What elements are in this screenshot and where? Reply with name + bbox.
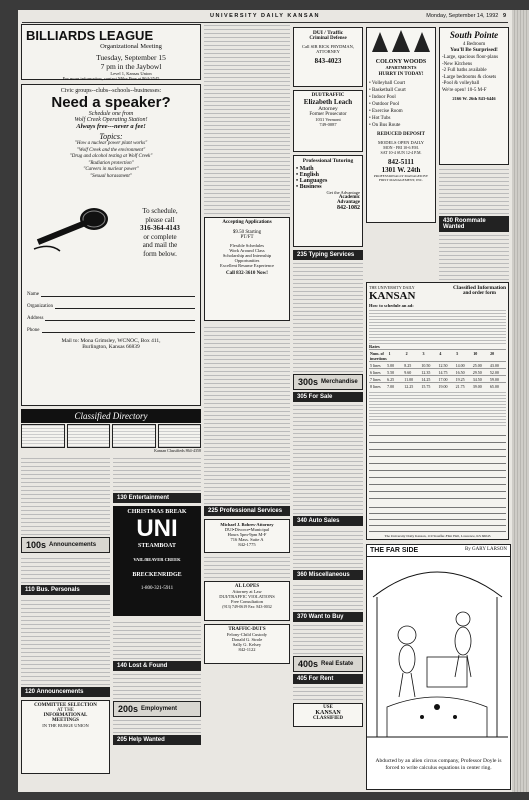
south-pointe-ad: South Pointe 4 Bedroom You'll Be Surprised! -Large, spacious floor-plans -New Kitchens -2 Full baths available -Large bedrooms & closets -Pool & volleyball We're open! 10-5 M-F 2166 W. 26th 843-6446 bbox=[439, 27, 509, 165]
dui-frydman-ad: DUI / Traffic Criminal Defense Call SIR RICK FRYDMAN, ATTORNEY 843-4023 bbox=[293, 27, 363, 87]
speaker-ad bbox=[21, 84, 201, 406]
topic-item: "Wolf Creek and the environment" bbox=[76, 147, 146, 153]
topics-list bbox=[27, 141, 195, 180]
rates-cell: 12.50 bbox=[438, 362, 448, 368]
amenity-item: • Volleyball Court bbox=[369, 81, 406, 86]
rates-row bbox=[369, 375, 506, 382]
section-235: 235 Typing Services bbox=[293, 250, 363, 260]
section-100s: 100s Announcements bbox=[21, 537, 110, 553]
amenity-item: • On Bus Route bbox=[369, 123, 401, 128]
rates-cell: 25.00 bbox=[472, 362, 482, 368]
colony-woods-ad: COLONY WOODS APARTMENTS HURRY IN TODAY! • Volleyball Court • Basketball Court • Indoor Pool • Outdoor Pool • Exercise Room • Hot Tubs • On Bus Route REDUCED DEPOSIT MODELS OPEN DAILY MON - FRI 10-6 P.M. SAT 10-4 SUN 12-4 P.M. 842-5111 1301 W. 24th PROFESSIONALLY MANAGED BY FIRST MANAGEMENT, INC. bbox=[366, 27, 436, 223]
rates-header-cell: 5 bbox=[456, 350, 459, 356]
cartoon-illustration bbox=[367, 557, 508, 753]
paper-name: UNIVERSITY DAILY KANSAN bbox=[210, 13, 320, 19]
left-bottom-col-b bbox=[113, 455, 201, 777]
billiards-contact: For more information, contact Mike Fine at 864-3545 bbox=[62, 76, 160, 81]
speaker-sub1: Schedule one from bbox=[88, 111, 134, 117]
rates-cell: 43.00 bbox=[489, 362, 499, 368]
section-225: 225 Professional Services bbox=[204, 506, 290, 516]
form-fields bbox=[27, 291, 195, 333]
rates-table bbox=[369, 349, 506, 389]
section-405: 405 For Rent bbox=[293, 674, 363, 684]
rates-cell: 17.00 bbox=[438, 376, 448, 382]
rates-cell: 12.25 bbox=[404, 383, 414, 389]
cartoon-author: By GARY LARSON bbox=[464, 547, 507, 552]
rates-header-cell: 3 bbox=[422, 350, 425, 356]
speaker-cta bbox=[126, 207, 194, 258]
column-left bbox=[21, 24, 201, 788]
rates-header-cell: 20 bbox=[490, 350, 495, 356]
tutoring-ad: Professional Tutoring • Math • English • Languages • Business Get the Advantage Academic Advantage 842-1082 bbox=[293, 155, 363, 247]
section-110: 110 Bus. Personals bbox=[21, 585, 110, 595]
form-field[interactable] bbox=[27, 303, 195, 309]
cta-line-5: form below. bbox=[143, 249, 177, 258]
left-bottom-columns bbox=[21, 455, 201, 777]
rates-cell: 16.50 bbox=[455, 369, 465, 375]
traffic-dui-ad: TRAFFIC-DUI'S Felony-Child Custody Donald G. Strole Sally G. Kelsey 842-1122 bbox=[204, 624, 290, 664]
speaker-phone: 316-364-4143 bbox=[140, 224, 180, 232]
rates-cell: 39.00 bbox=[472, 383, 482, 389]
udk-logo: KANSAN bbox=[369, 290, 416, 302]
rates-cell: 15.75 bbox=[421, 383, 431, 389]
billiards-time: 7 pm in the Jaybowl bbox=[100, 62, 162, 71]
rates-cell: 7.00 bbox=[387, 383, 395, 389]
speaker-headline: Need a speaker? bbox=[51, 94, 171, 111]
tutoring-subject: • Math bbox=[296, 166, 314, 172]
rates-header-cell: 2 bbox=[405, 350, 408, 356]
section-200s: 200s Employment bbox=[113, 701, 201, 717]
billiards-ad bbox=[21, 24, 201, 80]
directory-block-200s bbox=[67, 424, 111, 448]
committee-ad: COMMITTEE SELECTION AT THE INFORMATIONAL MEETINGS IN THE BURGE UNION bbox=[21, 700, 110, 774]
page-header bbox=[22, 11, 508, 23]
rates-cell: 14.25 bbox=[421, 376, 431, 382]
rates-row bbox=[369, 382, 506, 389]
amenity-item: • Hot Tubs bbox=[369, 116, 391, 121]
rates-header-cell: 1 bbox=[388, 350, 391, 356]
speaker-groups: Civic groups--clubs--schools--businesses: bbox=[60, 88, 162, 94]
tutoring-subject: • Business bbox=[296, 184, 322, 190]
cta-line-2: please call bbox=[145, 215, 175, 224]
feature-item: -Large, spacious floor-plans bbox=[442, 55, 499, 60]
section-120: 120 Announcements bbox=[21, 687, 110, 697]
newspaper-page bbox=[18, 10, 512, 792]
section-205: 205 Help Wanted bbox=[113, 735, 201, 745]
rates-cell: 52.00 bbox=[489, 369, 499, 375]
microphone-icon bbox=[30, 203, 114, 258]
feature-item: We're open! 10-5 M-F bbox=[442, 87, 487, 93]
amenity-item: • Indoor Pool bbox=[369, 95, 396, 100]
rates-cell: 59.00 bbox=[489, 376, 499, 382]
form-field-line[interactable] bbox=[45, 315, 195, 321]
rates-cell: 14.00 bbox=[455, 362, 465, 368]
order-form-lines bbox=[369, 429, 506, 499]
amenity-item: • Basketball Court bbox=[369, 88, 406, 93]
speaker-sub3: Always free---never a fee! bbox=[76, 123, 146, 130]
topic-item: "Drug and alcohol testing at Wolf Creek" bbox=[69, 154, 153, 159]
lopes-ad: AL LOPES Attorney at Law DUI/TRAFFIC VIOLATIONS Free Consultation (913) 749-0619 Fax: 843-0032 bbox=[204, 581, 290, 621]
section-370: 370 Want to Buy bbox=[293, 612, 363, 622]
rates-cell: 5.50 bbox=[387, 369, 395, 375]
speaker-sub2: Wolf Creek Operating Station! bbox=[74, 117, 148, 123]
cta-line-4: and mail the bbox=[142, 241, 178, 249]
directory-block-300s bbox=[112, 424, 156, 448]
section-130: 130 Entertainment bbox=[113, 493, 201, 503]
directory-footer: Kansan Classifieds 864-4358 bbox=[154, 448, 201, 453]
tutoring-subject: • English bbox=[296, 172, 319, 178]
directory-block-100s bbox=[21, 424, 65, 448]
bohres-ad: Michael J. Bohres-Attorney DUI•Divorce•Municipal Hours 5pm-9pm M-F 716 Mass. Suite A 842-1775 bbox=[204, 519, 290, 553]
form-field-line[interactable] bbox=[42, 327, 196, 333]
rates-row bbox=[369, 368, 506, 375]
rates-cell: 21.75 bbox=[455, 383, 465, 389]
rates-cell: 6 lines bbox=[370, 369, 381, 375]
form-field-label: Address bbox=[27, 316, 44, 321]
ski-ad: CHRISTMAS BREAK UNI STEAMBOAT VAIL/BEAVER CREEK BRECKENRIDGE 1-800-321-5911 bbox=[113, 506, 201, 616]
cartoon-title: THE FAR SIDE bbox=[370, 547, 419, 554]
rates-cell: 65.00 bbox=[489, 383, 499, 389]
rates-cell: 9.60 bbox=[404, 369, 412, 375]
far-side-cartoon bbox=[366, 544, 511, 790]
trees-icon bbox=[370, 30, 432, 54]
rates-header-cell: 4 bbox=[439, 350, 442, 356]
form-field-line[interactable] bbox=[55, 303, 195, 309]
rates-cell: 29.50 bbox=[472, 369, 482, 375]
form-field-label: Phone bbox=[27, 328, 40, 333]
leach-ad: DUI/TRAFFIC Elizabeth Leach Attorney Former Prosecutor 1031 Vermont 749-0087 bbox=[293, 90, 363, 152]
form-field[interactable] bbox=[27, 327, 195, 333]
tutoring-subjects bbox=[296, 166, 360, 190]
column-middle bbox=[293, 24, 363, 788]
section-360: 360 Miscellaneous bbox=[293, 570, 363, 580]
form-field-label: Organization bbox=[27, 304, 54, 309]
payment-lines bbox=[369, 502, 506, 532]
cta-line-3: or complete bbox=[143, 232, 177, 241]
column-middle-left bbox=[204, 24, 290, 788]
rates-row bbox=[369, 361, 506, 368]
cta-line-1: To schedule, bbox=[142, 207, 178, 215]
south-pointe-features bbox=[442, 55, 506, 94]
feature-item: -Pool & volleyball bbox=[442, 81, 480, 86]
form-field-line[interactable] bbox=[41, 291, 195, 297]
rates-cell: 5.00 bbox=[387, 362, 395, 368]
rates-cell: 8 lines bbox=[370, 383, 381, 389]
rates-cell: 12.35 bbox=[421, 369, 431, 375]
accepting-applications-ad: Accepting Applications $9.50 Starting PT/FT Flexible Schedules Work Around Class Scholarship and Internship Opportunities Excellent Resume Experience Call 832-3610 Now! bbox=[204, 217, 290, 321]
rates-cell: 19.25 bbox=[455, 376, 465, 382]
billiards-date: Tuesday, September 15 bbox=[96, 53, 166, 62]
rates-cell: 8.25 bbox=[404, 362, 412, 368]
section-430: 430 Roommate Wanted bbox=[439, 216, 509, 232]
amenity-item: • Exercise Room bbox=[369, 109, 403, 114]
billiards-subtitle: Organizational Meeting bbox=[100, 43, 162, 50]
newspaper-stack-edge bbox=[512, 10, 529, 792]
page-number: 9 bbox=[502, 13, 506, 19]
directory-grid bbox=[21, 424, 201, 448]
section-340: 340 Auto Sales bbox=[293, 516, 363, 526]
rates-cell: 10.50 bbox=[421, 362, 431, 368]
rates-cell: 11.00 bbox=[404, 376, 414, 382]
rates-header-row bbox=[369, 349, 506, 361]
mail-city: Burlington, Kansas 66839 bbox=[82, 344, 140, 350]
rates-cell: 14.75 bbox=[438, 369, 448, 375]
section-300s: 300s Merchandise bbox=[293, 374, 363, 390]
left-bottom-col-a bbox=[21, 455, 110, 777]
rates-cell: 34.50 bbox=[472, 376, 482, 382]
form-field[interactable] bbox=[27, 291, 195, 297]
topic-item: "Radiation protection" bbox=[88, 160, 134, 166]
feature-item: -New Kitchens bbox=[442, 61, 473, 67]
help-wanted-text bbox=[204, 24, 290, 214]
topics-label: Topics: bbox=[99, 132, 123, 141]
tutoring-subject: • Languages bbox=[296, 178, 328, 184]
billiards-place: Level 1, Kansas Union bbox=[110, 71, 152, 76]
billiards-title: BILLIARDS LEAGUE bbox=[26, 28, 154, 43]
classified-directory-banner: Classified Directory bbox=[21, 409, 201, 423]
amenity-item: • Outdoor Pool bbox=[369, 102, 400, 107]
policy-text bbox=[21, 455, 110, 535]
colony-amenities bbox=[369, 80, 433, 129]
topic-item: "Sexual harassment" bbox=[90, 173, 132, 179]
rates-cell: 19.00 bbox=[438, 383, 448, 389]
rates-cell: 5 lines bbox=[370, 362, 381, 368]
section-140: 140 Lost & Found bbox=[113, 661, 201, 671]
section-400s: 400s Real Estate bbox=[293, 656, 363, 672]
issue-date: Monday, September 14, 1992 bbox=[426, 13, 499, 19]
rates-header-cell: 10 bbox=[473, 350, 478, 356]
form-field-label: Name bbox=[27, 292, 39, 297]
speaker-form bbox=[27, 285, 195, 350]
section-305: 305 For Sale bbox=[293, 392, 363, 402]
topic-item: "Careers in nuclear power" bbox=[83, 167, 139, 172]
feature-item: -2 Full baths available bbox=[442, 68, 487, 73]
feature-item: -Large bedrooms & closets bbox=[442, 74, 497, 80]
rates-cell: 7 lines bbox=[370, 376, 381, 382]
rates-header-cell: Num. of insertions bbox=[370, 350, 387, 361]
udk-order-form: THE UNIVERSITY DAILY KANSAN Classified Information and order form How to schedule an ad: Rates Num. of insertions 1 2 3 4 5 10 20 5 lines 5.00 8.25 10.50 12.50 14.00 25.00 43.00 6 lines 5.50 9.60 12.35 14.75 16.50 29.50 52.00 7 lines 6.25 11.00 14.25 17.00 19.25 34.50 59.00 8 lines 7.00 12.25 15.75 19.00 21.75 39.00 65.00 The University Daily Kansan, 119 Stauffer-Flint Hall, Lawrence, KS 66045 bbox=[366, 282, 509, 540]
directory-block-400s bbox=[158, 424, 202, 448]
use-kansan-ad: USE KANSAN CLASSIFIED bbox=[293, 703, 363, 727]
topic-item: "How a nuclear power plant works" bbox=[74, 141, 148, 146]
form-field[interactable] bbox=[27, 315, 195, 321]
cartoon-caption: Abducted by an alien circus company, Professor Doyle is forced to write calculus equations in center ring. bbox=[375, 758, 502, 771]
mail-to: Mail to: Mona Grimsley, WCNOC, Box 411, bbox=[61, 338, 161, 344]
rates-cell: 6.25 bbox=[387, 376, 395, 382]
